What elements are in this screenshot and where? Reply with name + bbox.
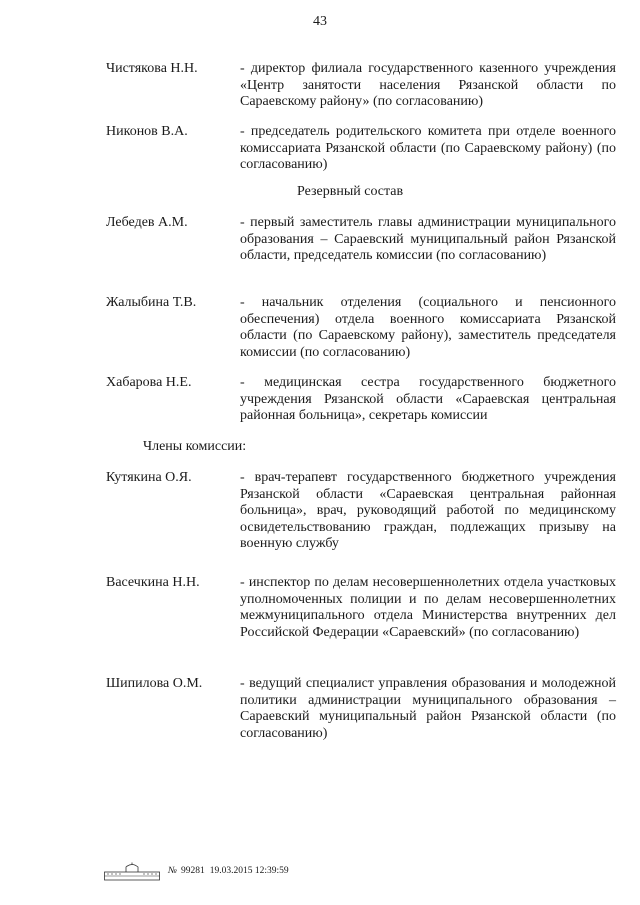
document-number: 99281 (180, 866, 205, 876)
person-name: Никонов В.А. (106, 124, 188, 139)
person-position: - директор филиала государственного казенного учреждения «Центр занятости населения Рязанской области по Сараевскому району» (по согласованию) (240, 61, 616, 109)
person-name: Лебедев А.М. (106, 215, 188, 230)
person-name: Шипилова О.М. (106, 676, 203, 691)
person-name: Жалыбина Т.В. (106, 295, 197, 310)
person-position: - врач-терапевт государственного бюджетного учреждения Рязанской области «Сараевская центральная районная больница», врач, руководящий работой по медицинскому освидетельствованию граждан, подлежащих призыву на военную службу (240, 470, 616, 551)
person-name: Хабарова Н.Е. (106, 375, 192, 390)
person-position: - медицинская сестра государственного бюджетного учреждения Рязанской области «Сараевская центральная районная больница», секретарь комиссии (240, 375, 616, 423)
building-logo-icon (104, 861, 160, 881)
person-position: - инспектор по делам несовершеннолетних отдела участковых уполномоченных полиции и по делам несовершеннолетних межмуниципального отдела Министерства внутренних дел Российской Федерации «Сараевский» (по согласованию) (240, 575, 616, 640)
person-position: - первый заместитель главы администрации муниципального образования – Сараевский муниципальный район Рязанской области, председатель комиссии (по согласованию) (240, 215, 616, 263)
person-position: - начальник отделения (социального и пенсионного обеспечения) отдела военного комиссариата Рязанской области (по Сараевскому району), заместитель председателя комиссии (по согласованию) (240, 295, 616, 360)
page-number: 43 (313, 14, 327, 29)
person-name: Чистякова Н.Н. (106, 61, 198, 76)
document-datetime: 19.03.2015 12:39:59 (209, 866, 289, 876)
reserve-heading: Резервный состав (297, 184, 404, 199)
person-name: Кутякина О.Я. (106, 470, 192, 485)
person-position: - председатель родительского комитета при отделе военного комиссариата Рязанской области (по Сараевскому району) (по согласованию) (240, 124, 616, 172)
person-name: Васечкина Н.Н. (106, 575, 200, 590)
person-position: - ведущий специалист управления образования и молодежной политики администрации муниципального образования – Сараевский муниципальный район Рязанской области (по согласованию) (240, 676, 616, 741)
number-sign: № (168, 866, 177, 876)
members-heading: Члены комиссии: (143, 439, 247, 454)
registration-stamp (104, 861, 289, 881)
